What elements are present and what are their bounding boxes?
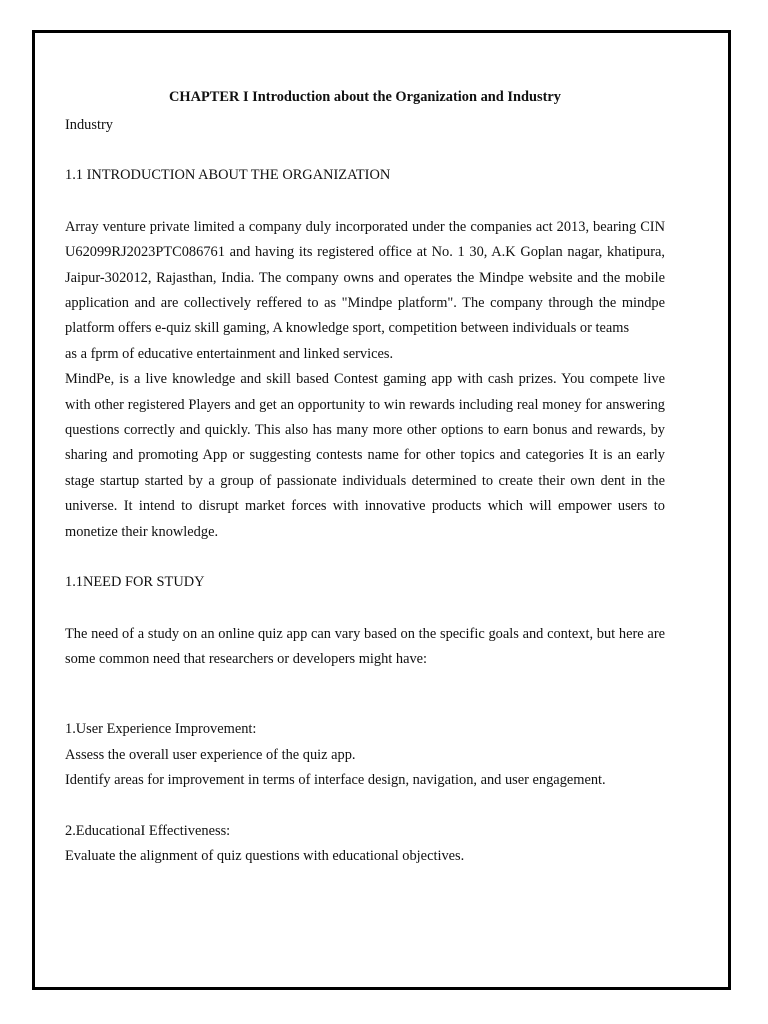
item-2-heading: 2.EducationaI Effectiveness: [65, 822, 231, 839]
intro-paragraph-continuation: as a fprm of educative entertainment and linked services. [65, 345, 394, 362]
section-heading-introduction: 1.1 INTRODUCTION ABOUT THE ORGANIZATION [65, 167, 391, 184]
item-1-line-2: Identify areas for improvement in terms of interface design, navigation, and user engagement. [65, 772, 606, 789]
item-2-line-1: Evaluate the alignment of quiz questions with educational objectives. [65, 847, 465, 864]
intro-paragraph: Array venture private limited a company duly incorporated under the companies act 2013, bearing CIN U62099RJ2023PTC086761 and having its registered office at No. 1 30, A.K Goplan nagar, khatipura, Jaipur-302012, Rajasthan, India. The company owns and operates the Mindpe website and the mobile application and are collectively reffered to as "Mindpe platform". The company through the mindpe platform offers e-quiz skill gaming, A knowledge sport, competition between individuals or teams [65, 218, 665, 337]
item-1-line-1: Assess the overall user experience of the quiz app. [65, 746, 356, 763]
document-body [65, 87, 665, 869]
industry-subtitle: Industry [65, 117, 113, 133]
section-heading-need-for-study: 1.1NEED FOR STUDY [65, 574, 205, 591]
mindpe-paragraph: MindPe, is a live knowledge and skill based Contest gaming app with cash prizes. You compete live with other registered Players and get an opportunity to win rewards including real money for answering questions correctly and quickly. This also has many more other options to earn bonus and rewards, by sharing and promoting App or suggesting contests name for other topics and categories It is an early stage startup started by a group of passionate individuals determined to create their own dent in the universe. It intend to disrupt market forces with innovative products which will empower users to monetize their knowledge. [65, 371, 665, 540]
chapter-title: CHAPTER I Introduction about the Organization and Industry [169, 89, 561, 105]
need-paragraph: The need of a study on an online quiz app can vary based on the specific goals and context, but here are some common need that researchers or developers might have: [65, 625, 665, 667]
item-1-heading: 1.User Experience Improvement: [65, 721, 257, 738]
